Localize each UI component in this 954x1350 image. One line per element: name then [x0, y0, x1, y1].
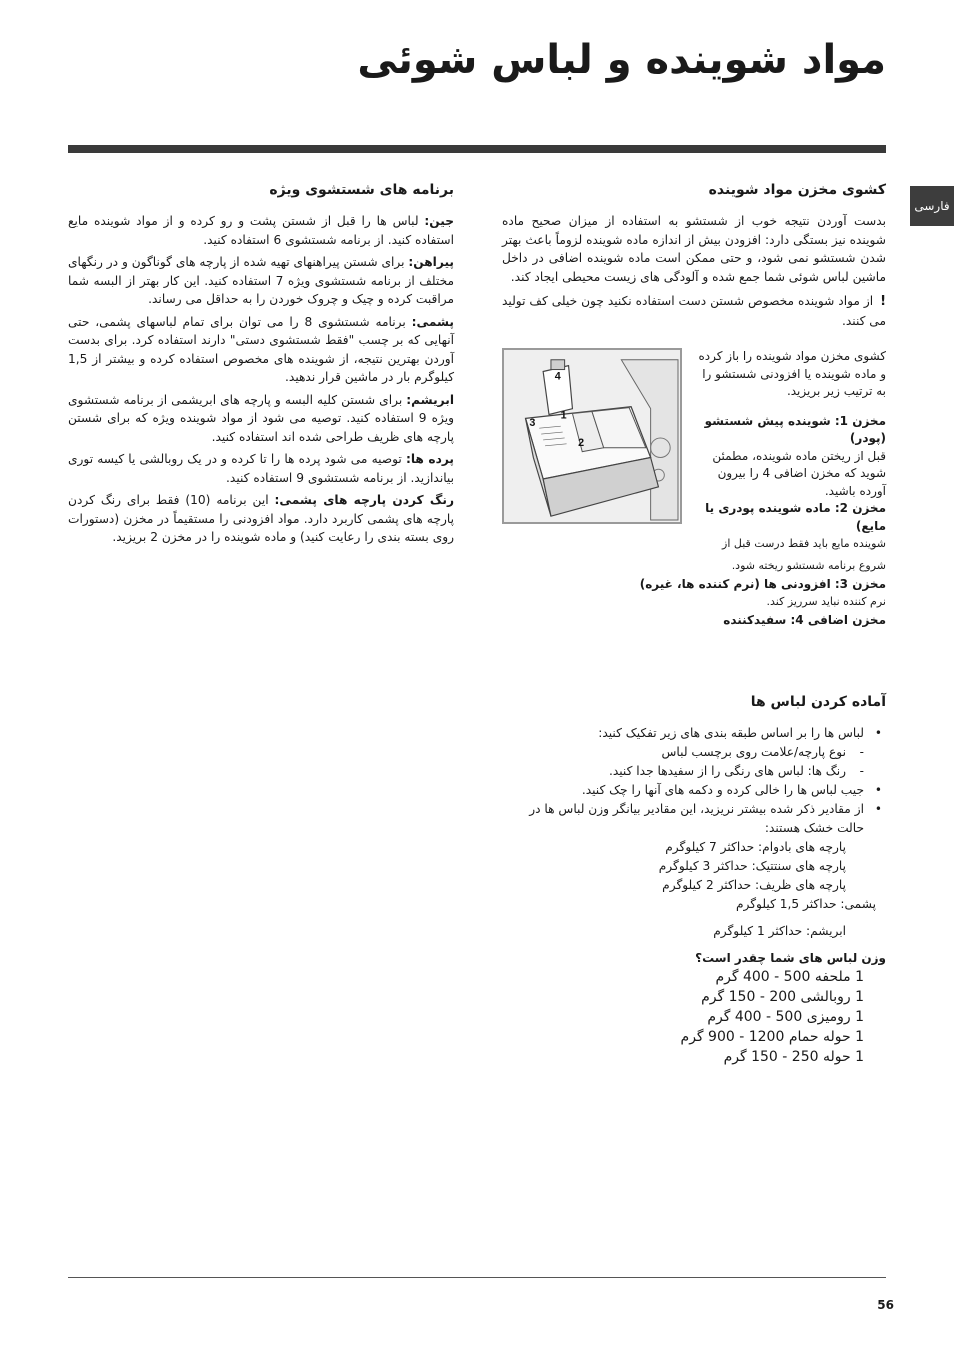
weights-heading: وزن لباس های شما چقدر است؟ [695, 951, 886, 965]
laundry-prep-list [502, 724, 886, 838]
list-item-text: نوع پارچه/علامت روی برچسب لباس [661, 745, 846, 759]
drawer-drawing [504, 350, 680, 522]
max-load-item: پارچه های سنتتیک: حداکثر 3 کیلوگرم [658, 859, 846, 873]
detergent-drawer-illustration [502, 348, 682, 524]
detergent-drawer-heading: کشوی مخزن مواد شوینده [708, 182, 886, 198]
special-programs-list [68, 212, 454, 547]
list-item [502, 743, 886, 762]
program-label: جین: [424, 214, 454, 228]
list-item-text: رنگ ها: لباس های رنگی را از سفیدها جدا کنید. [608, 764, 846, 778]
compartment-2-text-b: شروع برنامه شستشو ریخته شود. [731, 558, 886, 572]
program-label: پیراهن: [408, 255, 454, 269]
list-item [502, 781, 886, 800]
detergent-warning [502, 292, 886, 330]
laundry-weights [502, 949, 886, 1067]
figure-label-1: 1 [560, 409, 567, 422]
weight-item: 1 ملحفه 500 - 400 گرم [715, 969, 864, 985]
compartment-3-title: مخزن 3: افزودنی ها (نرم کننده ها، غیره) [639, 576, 886, 591]
weight-item: 1 حوله حمام 1200 - 900 گرم [680, 1029, 864, 1045]
program-text: برای شستن پیراهنهای تهیه شده از پارچه های گوناگون و در رنگهای مختلف از برنامه شستشوی ویژه 7 استفاده کنید. این کار بهتر از البسه شما مراقبت کرده و چیک و چروک خوردن را به حداقل می رساند. [68, 255, 454, 306]
max-load-item: پشمی: حداکثر 1,5 کیلوگرم [735, 897, 876, 911]
detergent-intro-text: بدست آوردن نتیجه خوب از شستشو به استفاده از میزان صحیح ماده شوینده نیز بستگی دارد: افزودن بیش از اندازه ماده شوینده لزوماً باعث بهتر شدن شستشو نمی شود، و حتی ممکن است ماده شوینده اضافی در داخل ماشین لباس شوئی شما جمع شده و آلودگی های زیست محیطی ایجاد کند. [502, 214, 886, 284]
program-label: رنگ کردن پارچه های پشمی: [274, 493, 455, 507]
warning-icon: ! [880, 294, 886, 309]
page-title: مواد شوینده و لباس شوئی [357, 37, 886, 83]
list-item [502, 724, 886, 743]
figure-intro-text: کشوی مخزن مواد شوینده را باز کرده و ماده شوینده یا افزودنی شستشو را به ترتیب زیر بریزید. [698, 349, 886, 398]
program-item-jeans [68, 212, 454, 249]
program-text: لباس ها را قبل از شستن پشت و رو کرده و از مواد شوینده مایع استفاده کنید. از برنامه شستشوی 6 استفاده کنید. [68, 214, 454, 247]
max-load-item: پارچه های ظریف: حداکثر 2 کیلوگرم [662, 878, 846, 892]
bullet-icon: • [874, 802, 882, 816]
figure-label-4: 4 [554, 370, 561, 383]
title-divider [68, 145, 886, 153]
compartment-2-text-a: شوینده مایع باید فقط درست قبل از [722, 537, 886, 550]
weight-item: 1 روبالشی 200 - 150 گرم [701, 989, 864, 1005]
special-programs-heading: برنامه های شستشوی ویژه [269, 182, 454, 198]
program-item-silk [68, 391, 454, 447]
dash-icon: - [859, 745, 864, 759]
program-item-shirts [68, 253, 454, 309]
list-item-text: از مقادیر ذکر شده بیشتر نریزید، این مقادیر بیانگر وزن لباس ها در حالت خشک هستند: [529, 802, 864, 835]
list-item [502, 762, 886, 781]
footer-divider [68, 1277, 886, 1278]
program-item-curtains [68, 450, 454, 487]
language-tab: فارسی [910, 186, 954, 226]
bullet-icon: • [874, 783, 882, 797]
max-load-item: پارچه های بادوام: حداکثر 7 کیلوگرم [665, 840, 846, 854]
compartment-3-text: نرم کننده نباید سرریز کند. [766, 594, 886, 608]
figure-label-2: 2 [578, 436, 585, 449]
program-label: پشمی: [411, 314, 454, 329]
program-text: توصیه می شود پرده ها را تا کرده و در یک روبالشی یا کیسه توری بیاندازید. از برنامه شستشوی 9 استفاده کنید. [68, 452, 454, 485]
max-load-silk: ابریشم: حداکثر 1 کیلوگرم [713, 924, 846, 938]
compartment-1-text: قبل از ریختن ماده شوینده، مطمئن شوید که مخزن اضافی 4 را بیرون آورده باشید. [712, 448, 886, 498]
list-item-text: جیب لباس ها را خالی کرده و دکمه های آنها را چک کنید. [581, 783, 864, 797]
laundry-prep-section [502, 692, 886, 1067]
compartment-2-title: مخزن 2: ماده شوینده پودری یا مایع) [705, 501, 886, 533]
laundry-prep-heading: آماده کردن لباس ها [750, 694, 886, 710]
compartment-notes [502, 557, 886, 629]
list-item [502, 800, 886, 838]
program-text: برنامه شستشوی 8 را می توان برای تمام لباسهای پشمی، حتی آنهایی که بر چسب "فقط شستشوی دستی" دارند استفاده کرد. برای بدست آوردن بهترین نتیجه، از شوینده های مخصوص استفاده کرده و بیشتر از 1,5 کیلوگرم بار در ماشین قرار ندهید. [68, 314, 454, 384]
figure-caption [694, 348, 886, 553]
drawer-figure-row [502, 348, 886, 553]
page-number: 56 [877, 1298, 894, 1312]
program-item-wool-dye [68, 491, 454, 547]
compartment-4-title: مخزن اضافی 4: سفیدکننده [723, 612, 886, 627]
program-text: برای شستن کلیه البسه و پارچه های ابریشمی از برنامه شستشوی ویژه 9 استفاده کنید. توصیه می شود از مواد شوینده ویژه که برای شستن پارچه های ظریف طراحی شده اند استفاده کنید. [68, 392, 454, 444]
program-item-wool [68, 313, 454, 387]
weight-item: 1 رومیزی 500 - 400 گرم [707, 1009, 864, 1025]
dash-icon: - [859, 764, 864, 778]
program-label: پرده ها: [405, 452, 454, 466]
program-text: این برنامه (10) فقط برای رنگ کردن پارچه های پشمی کاربرد دارد. مواد افزودنی را مستقیماً در مخزن (دستورات روی بسته بندی را رعایت کنید) و ماده شوینده را در مخزن 2 بریزید. [68, 493, 454, 544]
detergent-drawer-section [502, 180, 886, 629]
list-item-text: لباس ها را بر اساس طبقه بندی های زیر تفکیک کنید: [598, 726, 864, 740]
weight-item: 1 حوله 250 - 150 گرم [723, 1049, 864, 1065]
max-load-list [502, 838, 886, 941]
compartment-1-title: مخزن 1: شوینده پیش شستشو (پودر) [704, 413, 886, 445]
special-programs-section [68, 180, 454, 551]
bullet-icon: • [874, 726, 882, 740]
program-label: ابریشم: [406, 392, 454, 407]
detergent-warning-text: از مواد شوینده مخصوص شستن دست استفاده نکنید چون خیلی کف تولید می کنند. [502, 294, 886, 328]
figure-label-3: 3 [529, 417, 536, 430]
